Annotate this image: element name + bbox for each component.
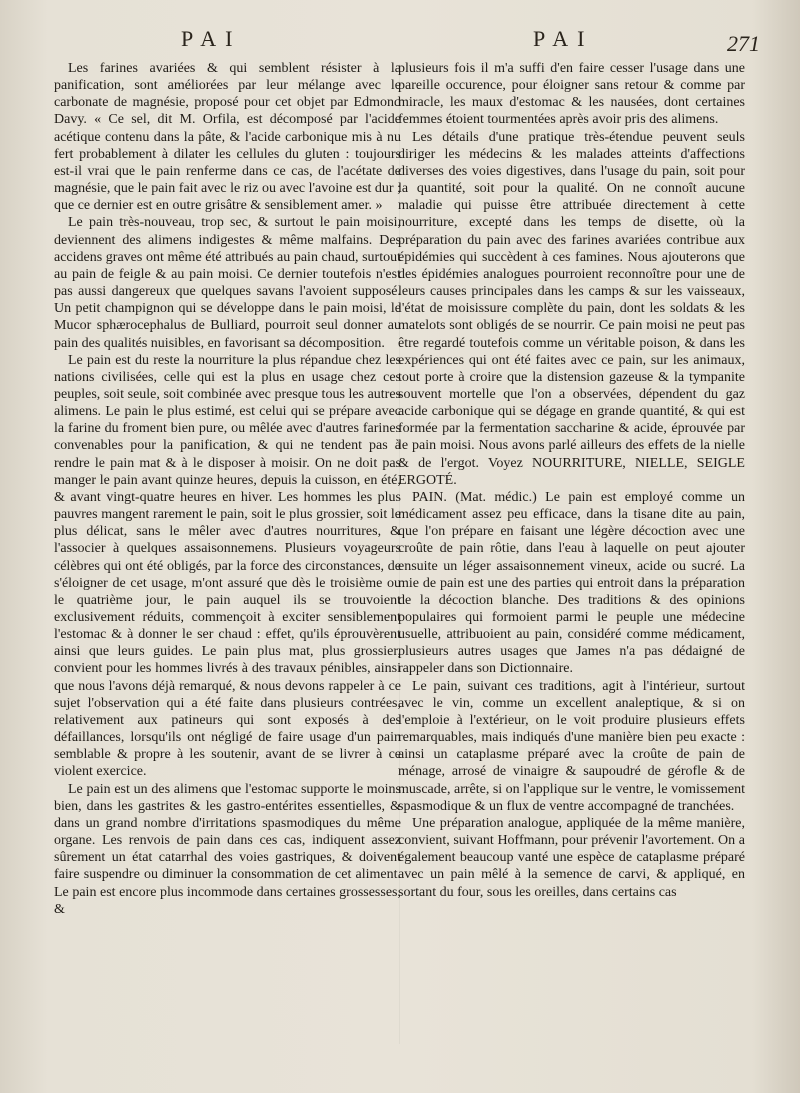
paragraph: Une préparation analogue, appliquée de la même manière, convient, suivant Hoffmann, pour prévenir l'avortement. On a également beaucoup vanté une espèce de cataplasme préparé avec un pain mêlé à la semence de carvi, & appliqué, en sortant du four, sous les oreilles, dans certains cas	[398, 815, 745, 900]
paragraph: Le pain est du reste la nourriture la plus répandue chez les nations civilisées, celle qui est la plus en usage chez ces peuples, soit seule, soit combinée avec presque tous les autres alimens. Le pain le plus estimé, est celui qui se prépare avec la farine du froment bien pure, ou mêlée avec d'autres farines convenables pour la panification, & qui ne tendent pas à rendre le pain mat & à le disposer à moisir. On ne doit pas manger le pain avant quinze heures, depuis la cuisson, en été, & avant vingt-quatre heures en hiver. Les hommes les plus pauvres mangent rarement le pain, soit le plus grossier, soit le plus délicat, sans le mêler avec d'autres nourritures, & l'associer à quelques assaisonnemens. Plusieurs voyageurs célèbres qui ont été obligés, par la force des circonstances, de s'éloigner de cet usage, m'ont assuré que dès le troisième ou le quatrième jour, le pain auquel ils se trouvoient exclusivement réduits, commençoit à exciter sensiblement l'estomac & à donner le ser chaud : effet, qu'ils éprouvèrent ainsi que leurs guides. Le pain plus mat, plus grossier, convient pour les hommes livrés à des travaux pénibles, ainsi que nous l'avons déjà remarqué, & nous devons rappeler à ce sujet l'observation qui a été faite dans plusieurs contrées, relativement aux patineurs qui sont exposés à des défaillances, lorsqu'ils ont négligé de faire usage d'un pain semblable & propre à les soutenir, avant de se livrer à ce violent exercice.	[54, 352, 401, 780]
paragraph: Le pain est un des alimens que l'estomac supporte le moins bien, dans les gastrites & les gastro-entérites essentielles, & dans un grand nombre d'irritations spasmodiques du même organe. Les renvois de pain dans ces cas, indiquent assez sûrement un état catarrhal des voies gastriques, & doivent faire suspendre ou diminuer la consommation de cet aliment. Le pain est encore plus incommode dans certaines grossesses, &	[54, 781, 401, 917]
paragraph: Le pain, suivant ces traditions, agit à l'intérieur, surtout avec le vin, comme un excellent analeptique, & si on l'emploie à l'extérieur, on le voit produire plusieurs effets remarquables, mais indiqués d'une manière bien peu exacte : ainsi un cataplasme préparé avec la croûte de pain de ménage, arrosé de vinaigre & saupoudré de gérofle & de muscade, arrête, si on l'applique sur le ventre, le vomissement spasmodique & un flux de ventre accompagné de tranchées.	[398, 678, 745, 814]
right-column	[398, 60, 745, 901]
left-column	[54, 60, 401, 918]
page-number: 271	[727, 31, 760, 56]
running-head-left: PAI	[181, 26, 242, 51]
running-head-right: PAI	[533, 26, 594, 51]
paragraph: Le pain très-nouveau, trop sec, & surtout le pain moisi, deviennent des alimens indigestes & même malfains. Des accidens graves ont même été attribués au pain chaud, surtout au pain de feigle & au pain moisi. Ce dernier toutefois n'est pas aussi dangereux que quelques savans l'avoient supposé. Un petit champignon qui se développe dans le pain moisi, le Mucor sphærocephalus de Bulliard, pourroit seul donner au pain des qualités nuisibles, en favorisant sa décomposition.	[54, 215, 401, 351]
paragraph: PAIN. (Mat. médic.) Le pain est employé comme un médicament assez peu efficace, dans la tisane dite au pain, que l'on prépare en faisant une légère décoction avec une croûte de pain rôtie, dans l'eau à laquelle on peut ajouter ensuite un léger assaisonnement vineux, acide ou sucré. La mie de pain est une des parties qui entroit dans la préparation de la décoction blanche. Des traditions & des opinions populaires qui formoient parmi le peuple une médecine usuelle, attribuoient au pain, considéré comme médicament, plusieurs autres usages que James n'a pas dédaigné de rappeler dans son Dictionnaire.	[398, 489, 745, 677]
paragraph: Les détails d'une pratique très-étendue peuvent seuls diriger les médecins & les malades atteints d'affections diverses des voies digestives, dans l'usage du pain, soit pour la quantité, soit pour la qualité. On ne connoît aucune maladie qui puisse être attribuée directement à cette nourriture, excepté dans les temps de disette, où la préparation du pain avec des farines avariées contribue aux épidémies qui succèdent à ces famines. Nous ajouterons que des épidémies analogues pourroient reconnoître pour une de leurs causes principales dans les camps & sur les vaisseaux, l'état de moisissure complète du pain, dont les soldats & les matelots sont obligés de se nourrir. Ce pain moisi ne peut pas être regardé toutefois comme un véritable poison, & dans les expériences qui ont été faites avec ce pain, sur les animaux, tout porte à croire que la distension gazeuse & la tympanite souvent mortelle que l'on a observées, dépendent du gaz acide carbonique qui se dégage en grande quantité, & qui est formée par la fermentation saccharine & acide, éprouvée par le pain moisi. Nous avons parlé ailleurs des effets de la nielle & de l'ergot. Voyez NOURRITURE, NIELLE, SEIGLE ERGOTÉ.	[398, 129, 745, 488]
paragraph: Les farines avariées & qui semblent résister à la panification, sont améliorées par leur mélange avec le carbonate de magnésie, proposé pour cet objet par Edmond Davy. « Ce sel, dit M. Orfila, est décomposé par l'acide acétique contenu dans la pâte, & l'acide carbonique mis à nu fert probablement à dilater les cellules du gluten : toujours est-il vrai que le pain renferme dans ce cas, de l'acétate de magnésie, que le pain fait avec le riz ou avec l'avoine est dur ; que ce dernier est en outre grisâtre & sensiblement amer. »	[54, 61, 401, 214]
paragraph: plusieurs fois il m'a suffi d'en faire cesser l'usage dans une pareille occurence, pour éloigner sans retour & comme par miracle, les maux d'estomac & les nausées, dont certaines femmes étoient tourmentées après avoir pris des alimens.	[398, 61, 745, 128]
